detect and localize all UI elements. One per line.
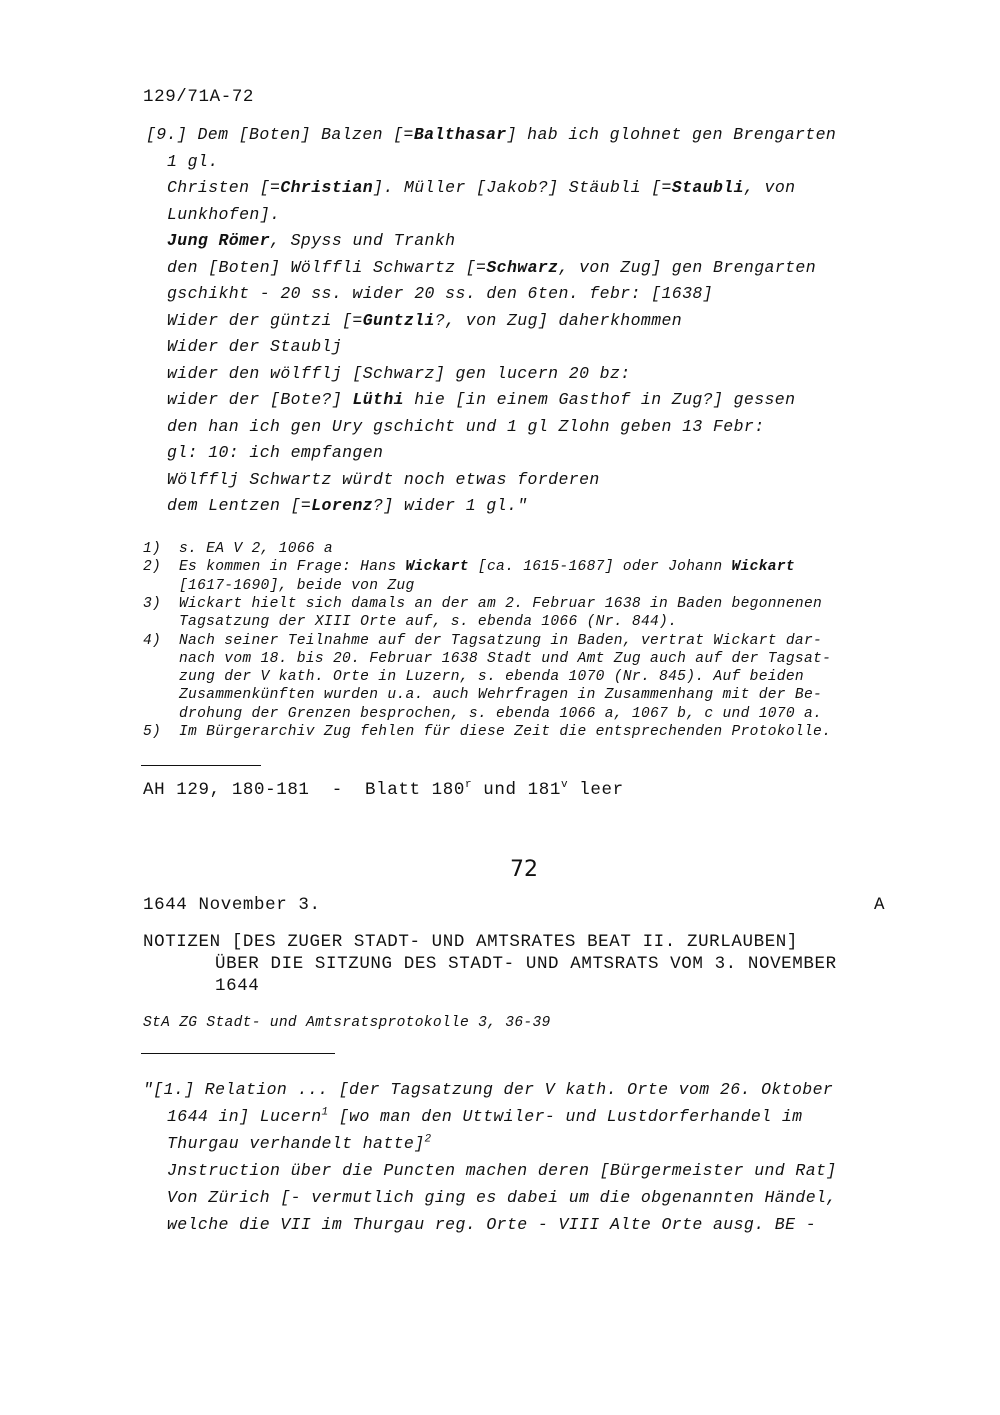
entry-title-line-3: 1644 <box>215 976 260 996</box>
entry-date: 1644 November 3. <box>143 895 321 915</box>
footnote-number: 4) <box>143 632 162 649</box>
text-line: den han ich gen Ury gschicht und 1 gl Zlohn geben 13 Febr: <box>167 416 765 436</box>
source-prefix: AH 129, 180-181 - Blatt 180 <box>143 780 465 800</box>
text-line: dem Lentzen [=Lorenz?] wider 1 gl." <box>167 496 528 515</box>
source-sup-recto: r <box>464 779 473 792</box>
bold-name: Lüthi <box>352 390 404 409</box>
footnote-number: 3) <box>143 595 162 612</box>
entry-marker: A <box>874 895 885 915</box>
footnote-marker: 2 <box>424 1133 432 1146</box>
text-line: welche die VII im Thurgau reg. Orte - VIII Alte Orte ausg. BE - <box>167 1215 817 1234</box>
text-line: Christen [=Christian]. Müller [Jakob?] Stäubli [=Staubli, von <box>167 178 796 197</box>
bold-name: Jung Römer <box>167 231 271 250</box>
text-line: gschikht - 20 ss. wider 20 ss. den 6ten. febr: [1638] <box>167 284 713 303</box>
bold-name: Wickart <box>731 559 795 576</box>
footnote-line: s. EA V 2, 1066 a <box>179 541 333 557</box>
footnote-line: zung der V kath. Orte in Luzern, s. ebenda 1070 (Nr. 845). Auf beiden <box>179 669 804 686</box>
footnote-line: Nach seiner Teilnahme auf der Tagsatzung in Baden, vertrat Wickart dar- <box>179 632 823 649</box>
footnote-line: Tagsatzung der XIII Orte auf, s. ebenda 1066 (Nr. 844). <box>179 614 678 631</box>
text-line: Thurgau verhandelt hatte]$^2$ <box>167 1133 432 1153</box>
source-reference-71 <box>143 780 624 800</box>
footnote-number: 2) <box>143 559 162 576</box>
text-line: Von Zürich [- vermutlich ging es dabei um die obgenannten Händel, <box>167 1188 837 1207</box>
source-sup-verso: v <box>560 779 569 792</box>
entry-source: StA ZG Stadt- und Amtsratsprotokolle 3, 36-39 <box>143 1015 551 1031</box>
page-reference: 129/71A-72 <box>143 87 255 107</box>
bold-name: Guntzli <box>362 310 435 330</box>
text-line: wider der [Bote?] Lüthi hie [in einem Gasthof in Zug?] gessen <box>167 390 796 409</box>
footnote-line: [1617-1690], beide von Zug <box>179 577 415 594</box>
footnote-marker: 1 <box>321 1106 329 1119</box>
footnote-number: 5) <box>143 724 162 740</box>
text-line: "[1.] Relation ... [der Tagsatzung der V kath. Orte vom 26. Oktober <box>143 1080 834 1099</box>
bold-name: Christian <box>280 178 374 197</box>
footnote-line: Zusammenkünften wurden u.a. auch Wehrfragen in Zusammenhang mit der Be- <box>179 687 823 704</box>
footnote-line: nach vom 18. bis 20. Februar 1638 Stadt und Amt Zug auch auf der Tagsat- <box>179 650 832 667</box>
footnote-line: Es kommen in Frage: Hans Wickart [ca. 1615-1687] oder Johann Wickart <box>179 559 795 576</box>
text-line: Jnstruction über die Puncten machen deren [Bürgermeister und Rat] <box>167 1161 837 1180</box>
source-mid: und 181 <box>472 780 561 800</box>
text-line: den [Boten] Wölffli Schwartz [=Schwarz, von Zug] gen Brengarten <box>167 257 817 277</box>
text-line: 1644 in] Lucern$^1$ [wo man den Uttwiler- und Lustdorferhandel im <box>167 1106 803 1126</box>
text-line: Wölfflj Schwartz würdt noch etwas forderen <box>167 469 600 489</box>
bold-name: Balthasar <box>413 125 507 144</box>
text-line: Jung Römer, Spyss und Trankh <box>167 231 456 250</box>
footnote-number: 1) <box>143 541 162 557</box>
source-separator <box>141 1053 335 1054</box>
bold-name: Lorenz <box>311 496 374 515</box>
footnote-line: drohung der Grenzen besprochen, s. ebenda 1066 a, 1067 b, c und 1070 a. <box>179 705 823 722</box>
text-line: wider den wölfflj [Schwarz] gen lucern 20 bz: <box>167 363 631 383</box>
footnote-line: Im Bürgerarchiv Zug fehlen für diese Zeit die entsprechenden Protokolle. <box>179 724 832 740</box>
footnote-line: Wickart hielt sich damals an der am 2. Februar 1638 in Baden begonnenen <box>179 595 823 612</box>
text-line: Wider der Staublj <box>167 337 343 356</box>
text-line: gl: 10: ich empfangen <box>167 443 384 462</box>
footnote-separator <box>141 765 261 766</box>
entry-title-line-1: NOTIZEN [DES ZUGER STADT- UND AMTSRATES BEAT II. ZURLAUBEN] <box>143 932 799 952</box>
bold-name: Wickart <box>405 559 469 576</box>
source-suffix: leer <box>568 780 624 800</box>
bold-name: Staubli <box>671 178 744 197</box>
entry-number: 72 <box>510 857 538 882</box>
bold-name: Schwarz <box>486 257 559 277</box>
text-line: Wider der güntzi [=Guntzli?, von Zug] daherkhommen <box>167 310 683 330</box>
text-line: Lunkhofen]. <box>167 204 281 224</box>
entry-title-line-2: ÜBER DIE SITZUNG DES STADT- UND AMTSRATS VOM 3. NOVEMBER <box>215 954 837 974</box>
text-line: 1 gl. <box>167 151 219 171</box>
text-line: [9.] Dem [Boten] Balzen [=Balthasar] hab ich glohnet gen Brengarten <box>146 125 837 144</box>
